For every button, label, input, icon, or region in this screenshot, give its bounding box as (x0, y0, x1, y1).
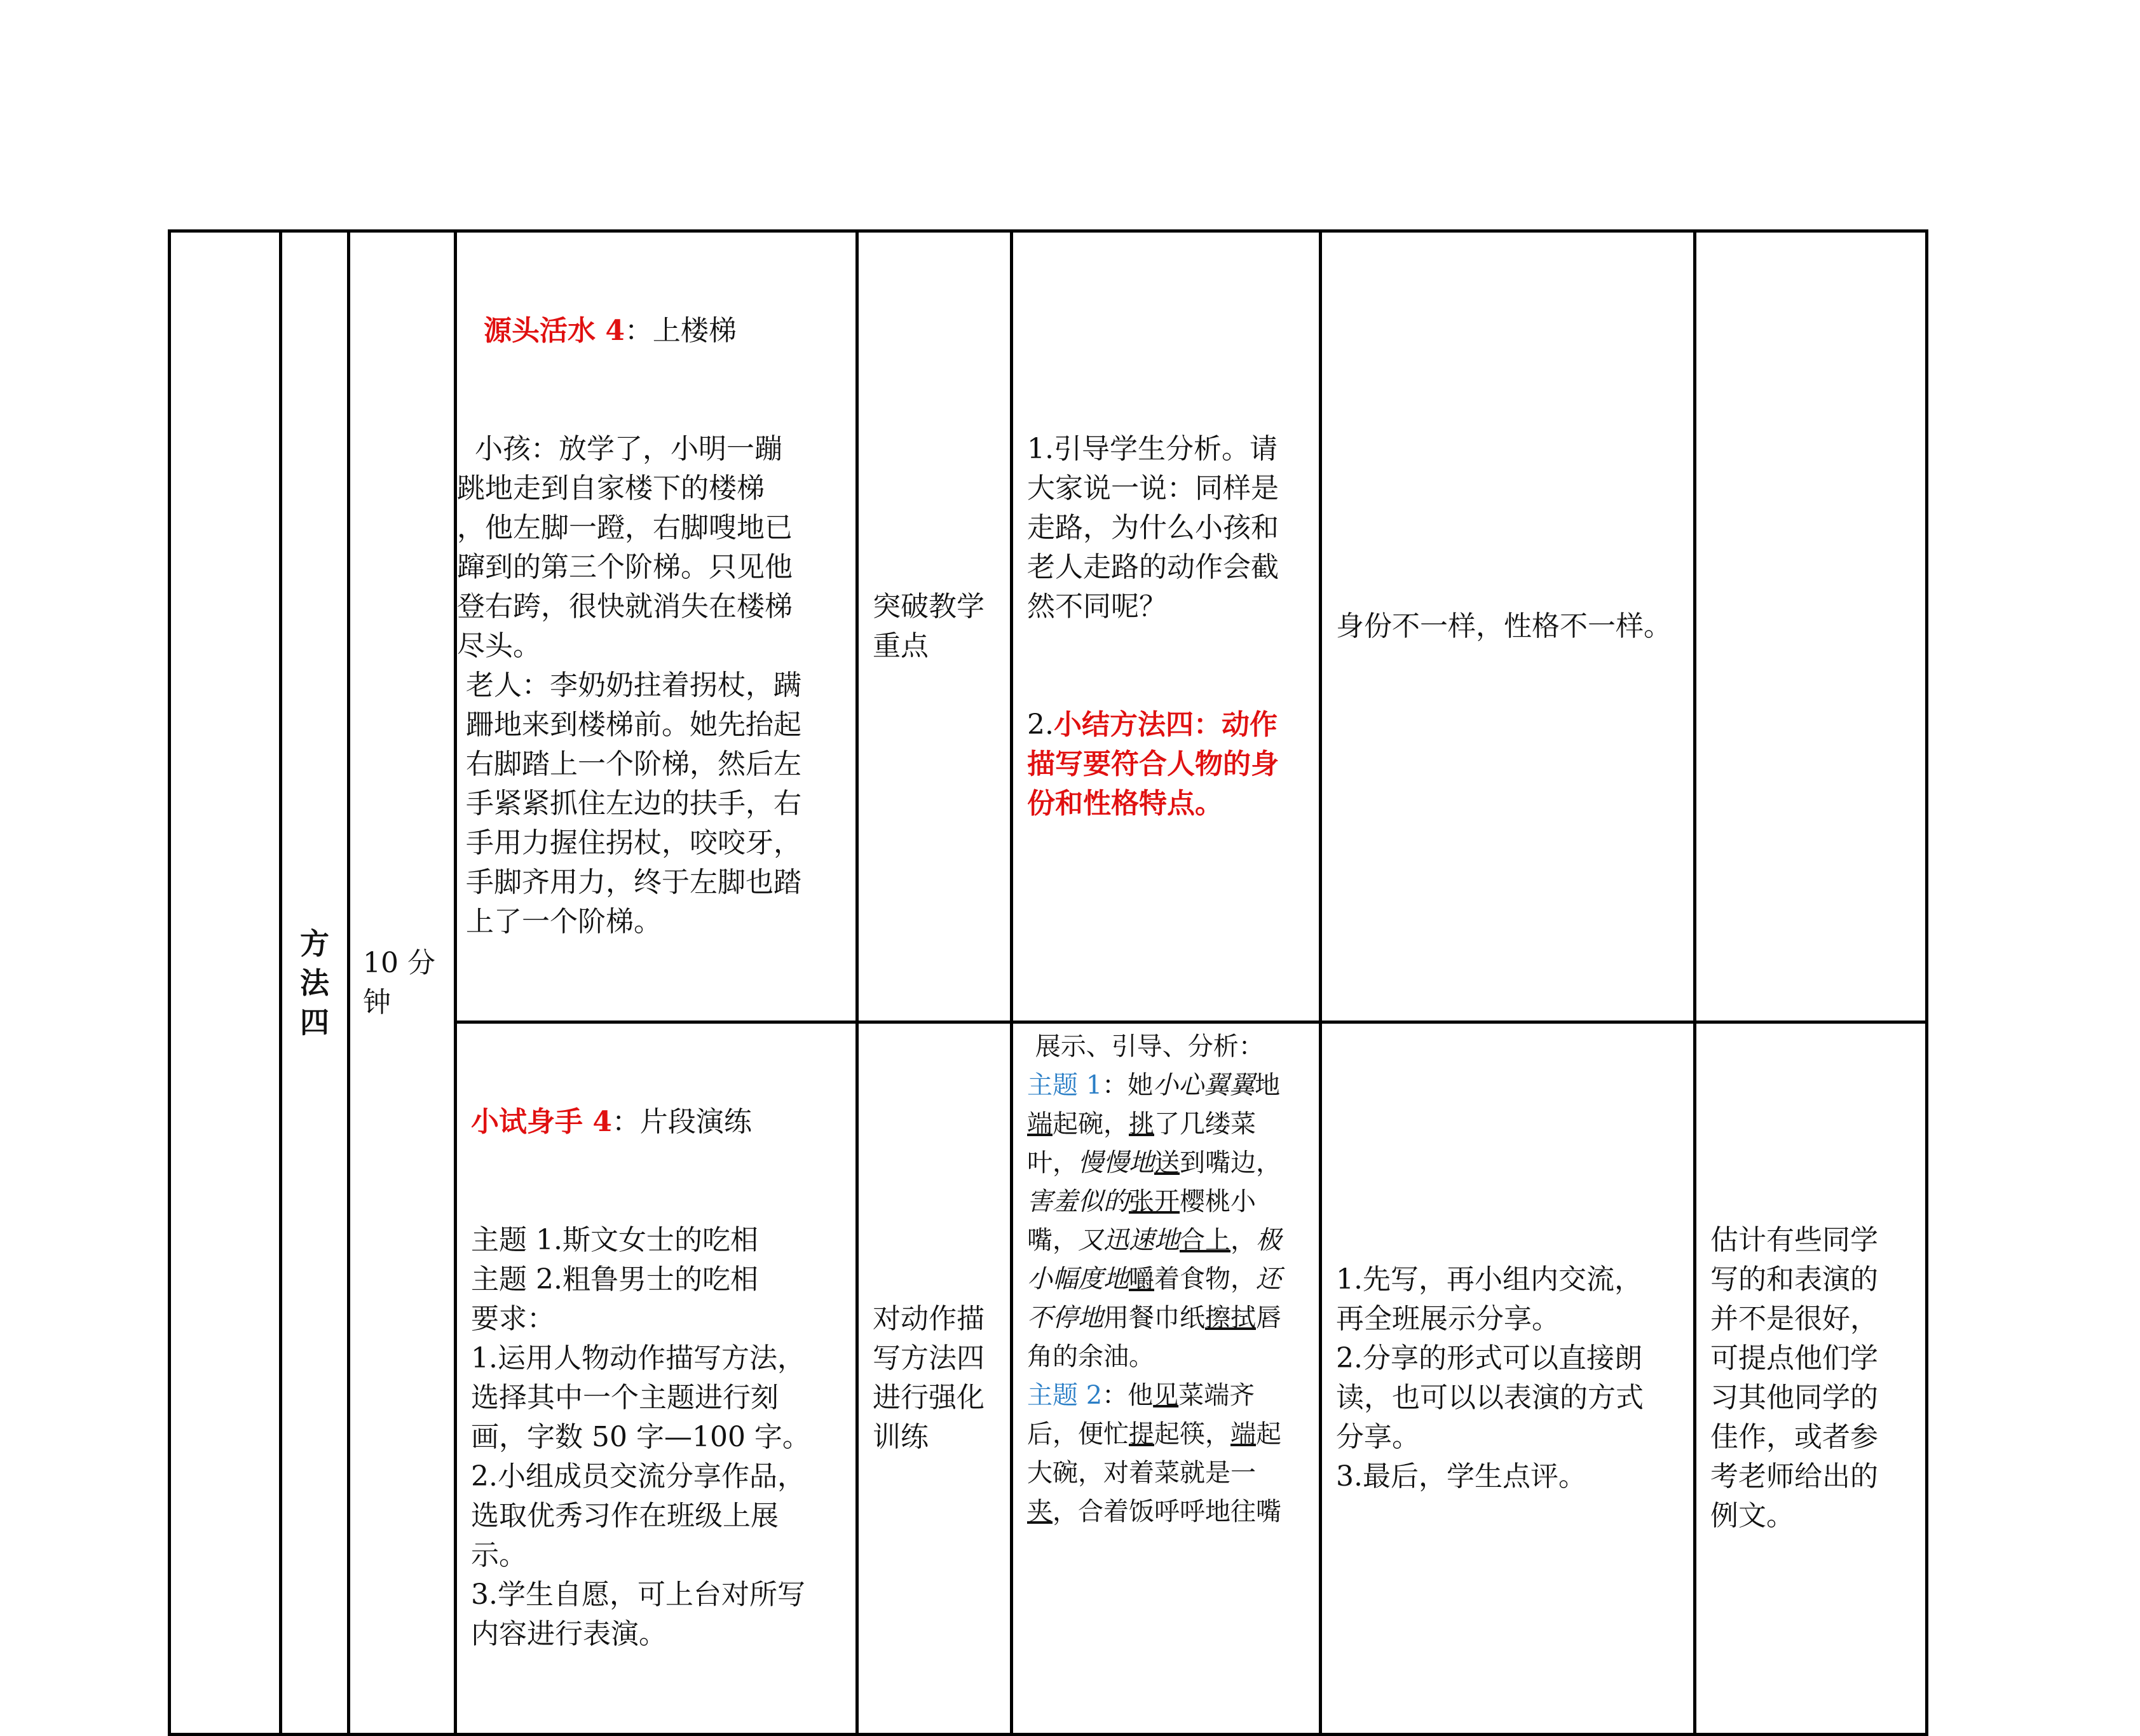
content-line: 画，字数 50 字—100 字。 (471, 1421, 810, 1453)
note-line: 考老师给出的 (1710, 1460, 1878, 1493)
content-cell-1 (456, 231, 857, 1022)
teacher-summary-prefix: 2. (1027, 709, 1054, 741)
content-line: 右脚踏上一个阶梯，然后左 (457, 748, 801, 780)
note-cell-1 (1695, 231, 1927, 1022)
content-line: 选择其中一个主题进行刻 (471, 1381, 779, 1414)
content-title-1: 源头活水 4 (484, 315, 625, 347)
content-line: 上了一个阶梯。 (457, 905, 662, 938)
purpose-cell-1 (857, 231, 1012, 1022)
content-line: 登右跨，很快就消失在楼梯 (457, 590, 793, 623)
lesson-plan-table (168, 229, 1928, 1736)
note-cell-2 (1695, 1022, 1927, 1735)
content-line: 主题 2.粗鲁男士的吃相 (471, 1263, 758, 1296)
teacher-line: 老人走路的动作会截 (1027, 551, 1279, 583)
teacher-summary: 小结方法四：动作描写要符合人物的身份和性格特点。 (1027, 709, 1279, 820)
content-line: 1.运用人物动作描写方法， (471, 1342, 805, 1374)
content-cell-2 (456, 1022, 857, 1735)
teacher-cell-2 (1012, 1022, 1321, 1735)
content-line: 要求： (471, 1303, 555, 1335)
teacher-line: 然不同呢？ (1027, 590, 1167, 623)
teacher-intro: 展示、引导、分析： (1027, 1032, 1264, 1061)
student-text-2 (1322, 1255, 1693, 1502)
content-line: 跳地走到自家楼下的楼梯 (457, 472, 765, 505)
content-text-1 (457, 430, 855, 942)
empty-first-column (170, 231, 281, 1735)
note-line: 习其他同学的 (1710, 1381, 1878, 1414)
content-line: 手脚齐用力，终于左脚也踏 (457, 866, 801, 899)
note-line: 并不是很好， (1710, 1303, 1878, 1335)
theme2-label: 主题 2 (1027, 1381, 1103, 1410)
note-line: 可提点他们学 (1710, 1342, 1878, 1374)
content-line: 示。 (471, 1539, 527, 1571)
student-cell-2 (1321, 1022, 1695, 1735)
content-title-2: 小试身手 4 (471, 1106, 612, 1138)
content-line: 小孩：放学了，小明一蹦 (457, 433, 782, 465)
note-line: 估计有些同学 (1710, 1224, 1878, 1256)
purpose-text-2: 对动作描写方法四进行强化训练 (873, 1303, 985, 1453)
content-line: 主题 1.斯文女士的吃相 (471, 1224, 758, 1256)
theme2-paragraph: 主题 2：他见菜端齐后，便忙提起筷，端起大碗，对着菜就是一夹，合着饭呼呼地往嘴 (1027, 1381, 1281, 1526)
teacher-line: 走路，为什么小孩和 (1027, 512, 1279, 544)
content-line: 尽头。 (457, 630, 541, 662)
table-row (170, 231, 1927, 1022)
content-line: 内容进行表演。 (471, 1618, 667, 1650)
purpose-cell-2 (857, 1022, 1012, 1735)
theme1-paragraph: 主题 1：她小心翼翼地端起碗，挑了几缕菜叶，慢慢地送到嘴边，害羞似的张开樱桃小嘴，又迅速地合上，极小幅度地嚼着食物，还不停地用餐巾纸擦拭唇角的余油。 (1027, 1071, 1281, 1371)
student-cell-1 (1321, 231, 1695, 1022)
theme1-label: 主题 1 (1027, 1071, 1103, 1100)
teacher-cell-1 (1012, 231, 1321, 1022)
student-line: 3.最后，学生点评。 (1336, 1460, 1586, 1493)
content-line: 蹿到的第三个阶梯。只见他 (457, 551, 793, 583)
note-text-1 (1696, 233, 1925, 243)
note-line: 写的和表演的 (1710, 1263, 1878, 1296)
student-line: 2.分享的形式可以直接朗 (1336, 1342, 1642, 1374)
student-text-1: 身份不一样，性格不一样。 (1336, 610, 1672, 642)
purpose-text-1: 突破教学重点 (873, 590, 985, 662)
content-line: 手紧紧抓住左边的扶手，右 (457, 787, 801, 820)
student-line: 1.先写，再小组内交流， (1336, 1263, 1642, 1296)
content-line: 选取优秀习作在班级上展 (471, 1500, 779, 1532)
time-label: 10 分钟 (363, 946, 435, 1019)
content-title-rest-1: ：上楼梯 (624, 315, 737, 347)
content-line: 跚地来到楼梯前。她先抬起 (457, 709, 801, 741)
student-line: 分享。 (1336, 1421, 1420, 1453)
content-title-rest-2: ：片段演练 (611, 1106, 752, 1138)
content-line: 老人：李奶奶拄着拐杖，蹒 (457, 669, 801, 702)
stage-label: 方法四 (300, 926, 329, 1040)
student-line: 读，也可以以表演的方式 (1336, 1381, 1644, 1414)
stage-cell (281, 231, 349, 1735)
content-line: ，他左脚一蹬，右脚嗖地已 (457, 512, 793, 544)
content-line: 手用力握住拐杖，咬咬牙， (457, 827, 801, 859)
student-line: 再全班展示分享。 (1336, 1303, 1560, 1335)
note-text-2 (1696, 1216, 1925, 1541)
teacher-text-1 (1027, 430, 1305, 627)
teacher-line: 1.引导学生分析。请 (1027, 433, 1278, 465)
teacher-line: 大家说一说：同样是 (1027, 472, 1279, 505)
time-cell (349, 231, 456, 1735)
content-line: 3.学生自愿，可上台对所写 (471, 1578, 805, 1611)
note-line: 例文。 (1710, 1500, 1794, 1532)
content-line: 2.小组成员交流分享作品， (471, 1460, 805, 1493)
note-line: 佳作，或者参 (1710, 1421, 1878, 1453)
content-text-2 (471, 1221, 849, 1654)
